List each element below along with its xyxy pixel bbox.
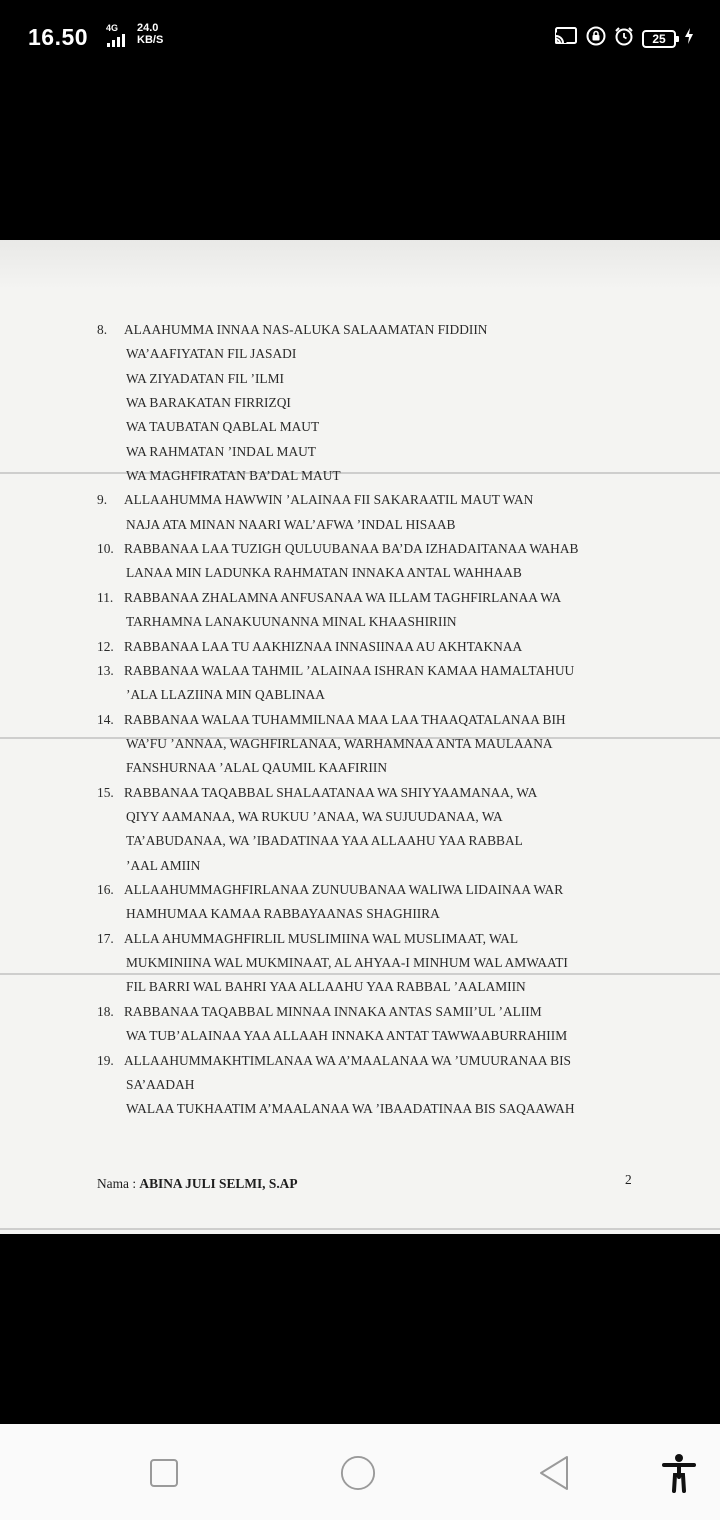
prayer-line: ’ALA LLAZIINA MIN QABLINAA xyxy=(126,687,325,703)
prayer-line: RABBANAA WALAA TUHAMMILNAA MAA LAA THAAQATALANAA BIH xyxy=(124,711,566,727)
prayer-line: ’AAL AMIIN xyxy=(126,857,201,873)
prayer-number: 17. xyxy=(97,930,114,946)
prayer-number: 14. xyxy=(97,711,114,727)
paper-fold xyxy=(0,973,720,975)
prayer-line: MUKMINIINA WAL MUKMINAAT, AL AHYAA-I MINHUM WAL AMWAATI xyxy=(126,955,568,971)
prayer-line: WALAA TUKHAATIM A’MAALANAA WA ’IBAADATINAA BIS SAQAAWAH xyxy=(126,1101,575,1117)
prayer-line: HAMHUMAA KAMAA RABBAYAANAS SHAGHIIRA xyxy=(126,906,440,922)
prayer-line: ALLAAHUMMA HAWWIN ’ALAINAA FII SAKARAATIL MAUT WAN xyxy=(124,492,534,508)
prayer-number: 10. xyxy=(97,541,114,557)
prayer-number: 8. xyxy=(97,322,108,337)
prayer-line: WA’AAFIYATAN FIL JASADI xyxy=(126,346,297,362)
speed-unit: KB/S xyxy=(137,34,164,46)
prayer-line: WA RAHMATAN ’INDAL MAUT xyxy=(126,443,316,459)
signal-icon xyxy=(103,22,133,48)
recents-button[interactable] xyxy=(146,1455,182,1491)
square-icon xyxy=(149,1458,179,1488)
prayer-line: WA MAGHFIRATAN BA’DAL MAUT xyxy=(126,468,341,484)
document-photo xyxy=(0,240,720,1234)
prayer-line: LANAA MIN LADUNKA RAHMATAN INNAKA ANTAL WAHHAAB xyxy=(126,565,522,581)
page-number: 2 xyxy=(625,1172,632,1187)
prayer-number: 12. xyxy=(97,638,114,654)
cast-icon xyxy=(554,26,578,51)
prayer-line: ALLAAHUMMAGHFIRLANAA ZUNUUBANAA WALIWA LIDAINAA WAR xyxy=(124,882,564,898)
author-label: Nama : xyxy=(97,1176,137,1191)
prayer-line: WA’FU ’ANNAA, WAGHFIRLANAA, WARHAMNAA ANTA MAULAANA xyxy=(126,735,553,751)
lock-icon xyxy=(586,26,606,51)
circle-icon xyxy=(340,1454,376,1492)
speed-value: 24.0 xyxy=(137,22,159,34)
prayer-line: FIL BARRI WAL BAHRI YAA ALLAAHU YAA RABBAL ’AALAMIIN xyxy=(126,979,526,995)
accessibility-button[interactable] xyxy=(661,1455,697,1491)
prayer-line: ALAAHUMMA INNAA NAS-ALUKA SALAAMATAN FIDDIIN xyxy=(124,322,488,337)
status-time: 16.50 xyxy=(28,24,89,50)
prayer-line: ALLA AHUMMAGHFIRLIL MUSLIMIINA WAL MUSLIMAAT, WAL xyxy=(124,930,519,946)
prayer-line: WA TAUBATAN QABLAL MAUT xyxy=(126,419,320,435)
battery-icon: 25 xyxy=(642,30,676,48)
prayer-line: RABBANAA LAA TU AAKHIZNAA INNASIINAA AU AKHTAKNAA xyxy=(124,638,523,654)
paper-fold xyxy=(0,1228,720,1230)
prayer-number: 19. xyxy=(97,1052,114,1068)
prayer-number: 18. xyxy=(97,1003,114,1019)
prayer-line: RABBANAA TAQABBAL MINNAA INNAKA ANTAS SAMII’UL ’ALIIM xyxy=(124,1003,542,1019)
prayer-line: RABBANAA ZHALAMNA ANFUSANAA WA ILLAM TAGHFIRLANAA WA xyxy=(124,589,562,605)
prayer-number: 15. xyxy=(97,784,114,800)
prayer-number: 11. xyxy=(97,589,114,605)
prayer-line: ALLAAHUMMAKHTIMLANAA WA A’MAALANAA WA ’UMUURANAA BIS xyxy=(124,1052,571,1068)
prayer-line: WA BARAKATAN FIRRIZQI xyxy=(126,395,291,411)
prayer-line: RABBANAA WALAA TAHMIL ’ALAINAA ISHRAN KAMAA HAMALTAHUU xyxy=(124,662,575,678)
accessibility-icon xyxy=(661,1453,697,1493)
prayer-line: TA’ABUDANAA, WA ’IBADATINAA YAA ALLAAHU YAA RABBAL xyxy=(126,833,523,849)
prayer-line: QIYY AAMANAA, WA RUKUU ’ANAA, WA SUJUUDANAA, WA xyxy=(126,808,503,824)
prayer-line: WA ZIYADATAN FIL ’ILMI xyxy=(126,370,284,386)
prayer-number: 16. xyxy=(97,882,114,898)
status-icons xyxy=(554,26,694,51)
prayer-line: TARHAMNA LANAKUUNANNA MINAL KHAASHIRIIN xyxy=(126,614,457,630)
prayer-line: WA TUB’ALAINAA YAA ALLAAH INNAKA ANTAT TAWWAABURRAHIIM xyxy=(126,1028,568,1044)
prayer-number: 9. xyxy=(97,492,108,508)
triangle-back-icon xyxy=(537,1455,571,1491)
network-speed xyxy=(137,22,163,46)
back-button[interactable] xyxy=(536,1455,572,1491)
prayer-line: RABBANAA LAA TUZIGH QULUUBANAA BA’DA IZHADAITANAA WAHAB xyxy=(124,541,579,557)
charging-icon xyxy=(684,27,694,50)
status-bar xyxy=(0,0,720,75)
paper-fold xyxy=(0,472,720,474)
prayer-line: NAJA ATA MINAN NAARI WAL’AFWA ’INDAL HISAAB xyxy=(126,516,456,532)
alarm-icon xyxy=(614,26,634,51)
prayer-line: RABBANAA TAQABBAL SHALAATANAA WA SHIYYAAMANAA, WA xyxy=(124,784,538,800)
prayer-line: SA’AADAH xyxy=(126,1076,195,1092)
author-value: ABINA JULI SELMI, S.AP xyxy=(139,1176,298,1191)
prayer-line: FANSHURNAA ’ALAL QAUMIL KAAFIRIIN xyxy=(126,760,387,776)
navigation-bar xyxy=(0,1424,720,1520)
author-name xyxy=(97,1176,298,1192)
prayer-number: 13. xyxy=(97,662,114,678)
network-type: 4G xyxy=(106,23,119,33)
home-button[interactable] xyxy=(340,1455,376,1491)
